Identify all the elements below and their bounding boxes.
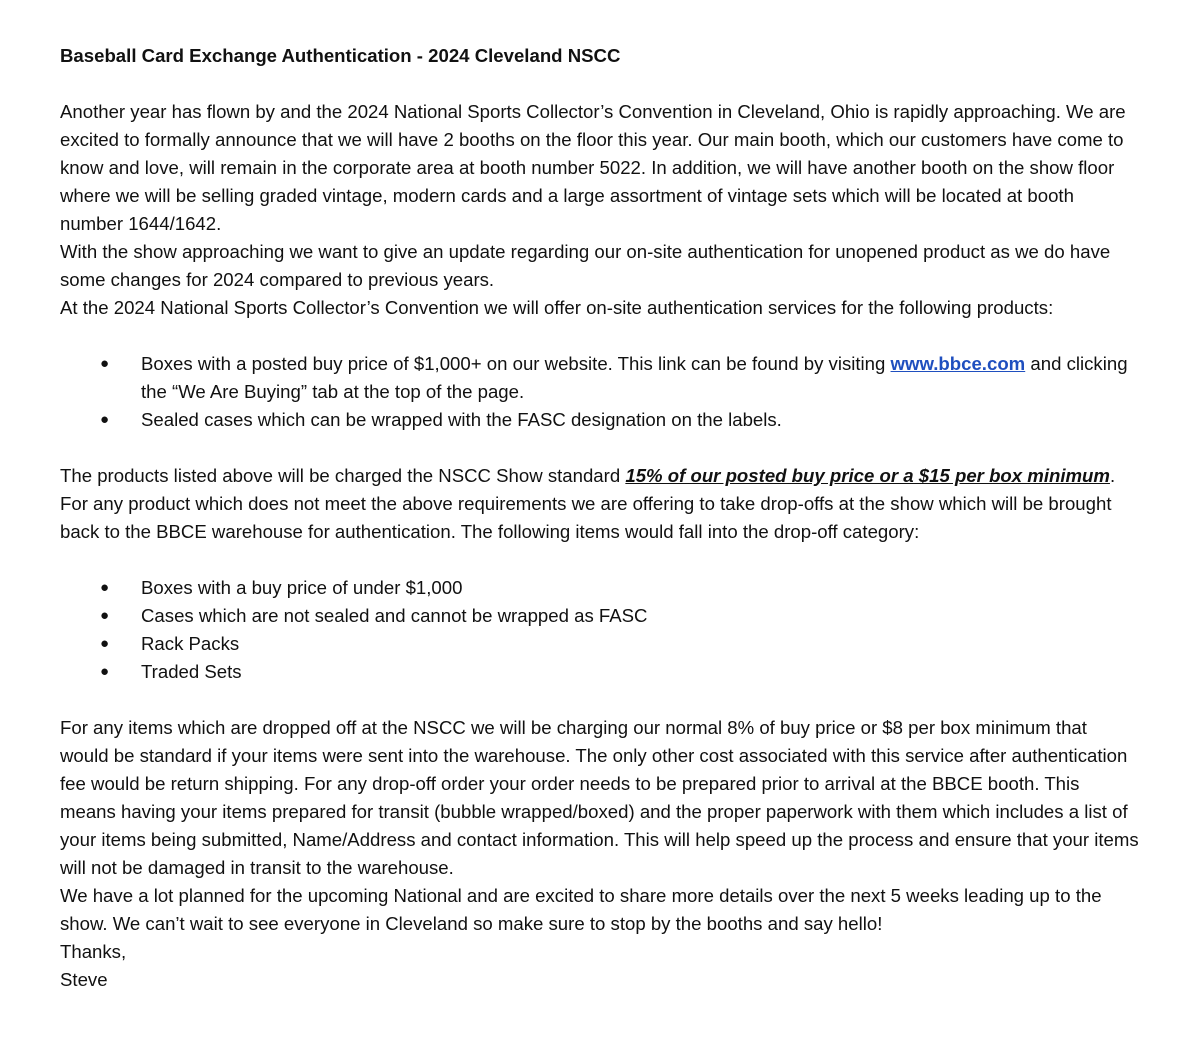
charges-text-end: .: [1109, 465, 1116, 486]
list-item-text: Sealed cases which can be wrapped with the FASC designation on the labels.: [141, 409, 782, 430]
charges-text: The products listed above will be charged the NSCC Show standard: [60, 465, 626, 486]
list-item-text: and clicking the “We Are Buying” tab at the top of the page.: [141, 353, 1128, 402]
bullet-icon: ●: [100, 355, 110, 372]
list-item-text: Cases which are not sealed and cannot be wrapped as FASC: [141, 605, 648, 626]
list-item: [60, 574, 1140, 602]
intro-paragraph-3: At the 2024 National Sports Collector’s Convention we will offer on-site authentication services for the following products:: [60, 297, 1054, 318]
bullet-icon: ●: [100, 579, 110, 596]
signature: Steve: [60, 969, 108, 990]
spacer: [60, 434, 1140, 462]
bullet-icon: ●: [100, 607, 110, 624]
bbce-website-link[interactable]: www.bbce.com: [890, 353, 1026, 374]
list-item-text: Boxes with a posted buy price of $1,000+ on our website. This link can be found by visiting: [141, 353, 891, 374]
spacer: [60, 686, 1140, 714]
spacer: [60, 322, 1140, 350]
closing-paragraph-2: We have a lot planned for the upcoming National and are excited to share more details over the next 5 weeks leading up to the show. We can’t wait to see everyone in Cleveland so make sure to stop by the booths and say hello!: [60, 885, 1102, 934]
bullet-icon: ●: [100, 663, 110, 680]
dropoff-items-list: [60, 574, 1140, 686]
document-title: Baseball Card Exchange Authentication - 2024 Cleveland NSCC: [60, 45, 621, 66]
list-item: [60, 630, 1140, 658]
closing-paragraph-1: For any items which are dropped off at the NSCC we will be charging our normal 8% of buy price or $8 per box minimum that would be standard if your items were sent into the warehouse. The only other cost associated with this service after authentication fee would be return shipping. For any drop-off order your order needs to be prepared prior to arrival at the BBCE booth. This means having your items prepared for transit (bubble wrapped/boxed) and the proper paperwork with them which includes a list of your items being submitted, Name/Address and contact information. This will help speed up the process and ensure that your items will not be damaged in transit to the warehouse.: [60, 717, 1139, 878]
charges-paragraph: [60, 462, 1140, 490]
spacer: [60, 546, 1140, 574]
list-item-text: Boxes with a buy price of under $1,000: [141, 577, 463, 598]
bullet-icon: ●: [100, 411, 110, 428]
charges-emphasis: 15% of our posted buy price or a $15 per box minimum: [625, 465, 1110, 486]
dropoff-intro-paragraph: For any product which does not meet the above requirements we are offering to take drop-offs at the show which will be brought back to the BBCE warehouse for authentication. The following items would fall into the drop-off category:: [60, 493, 1112, 542]
bullet-icon: ●: [100, 635, 110, 652]
intro-paragraph-2: With the show approaching we want to give an update regarding our on-site authentication for unopened product as we do have some changes for 2024 compared to previous years.: [60, 241, 1111, 290]
list-item: [60, 658, 1140, 686]
intro-paragraph-1: Another year has flown by and the 2024 National Sports Collector’s Convention in Cleveland, Ohio is rapidly approaching. We are excited to formally announce that we will have 2 booths on the floor this year. Our main booth, which our customers have come to know and love, will remain in the corporate area at booth number 5022. In addition, we will have another booth on the show floor where we will be selling graded vintage, modern cards and a large assortment of vintage sets which will be located at booth number 1644/1642.: [60, 101, 1126, 234]
list-item: [60, 406, 1140, 434]
spacer: [60, 70, 1140, 98]
list-item-text: Traded Sets: [141, 661, 242, 682]
list-item: [60, 350, 1140, 406]
list-item: [60, 602, 1140, 630]
list-item-text: Rack Packs: [141, 633, 240, 654]
onsite-products-list: [60, 350, 1140, 434]
sign-off: Thanks,: [60, 941, 127, 962]
